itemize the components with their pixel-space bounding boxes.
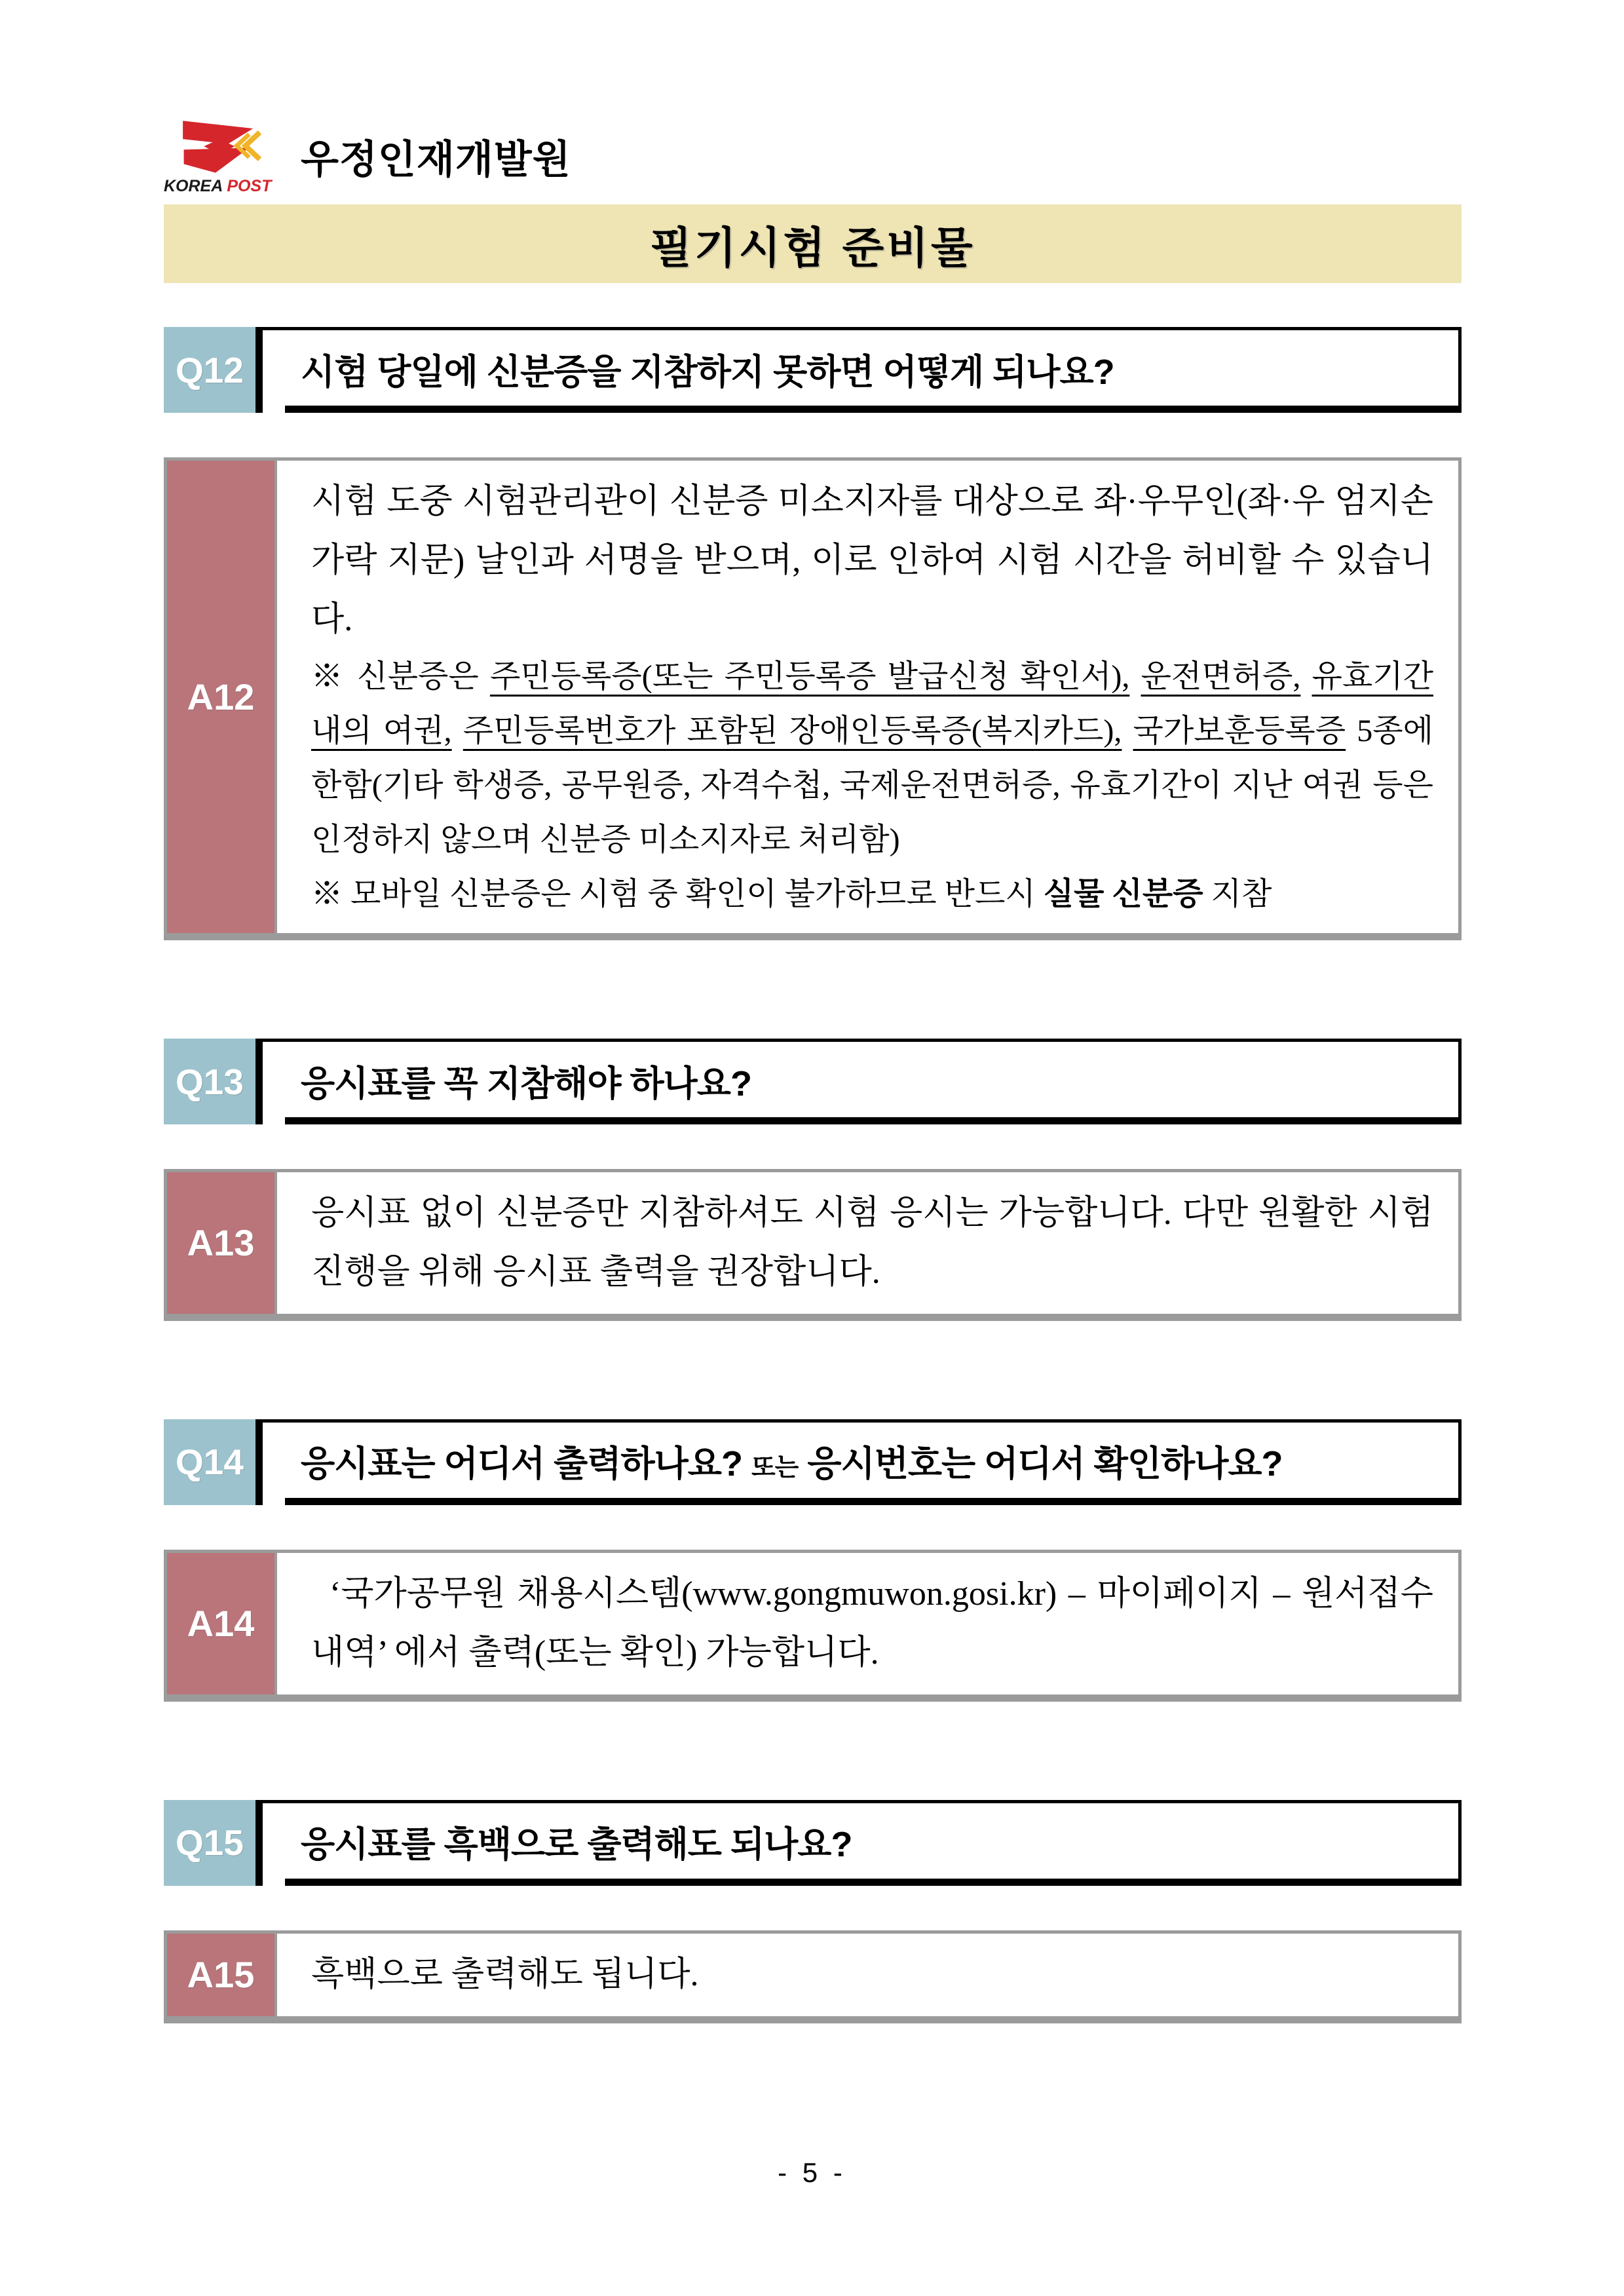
answer-text-segment — [452, 714, 463, 748]
answer-text-segment — [1300, 659, 1312, 694]
answer-paragraph — [311, 472, 1433, 649]
qa-list — [164, 327, 1462, 2023]
page-number: - 5 - — [778, 2157, 846, 2188]
answer-text-segment: 주민등록번호가 포함된 장애인등록증(복지카드), — [463, 713, 1122, 748]
question-row — [164, 1419, 1462, 1505]
korea-post-logo — [164, 118, 292, 196]
question-text-segment: 시험 당일에 신분증을 지참하지 못하면 어떻게 되나요? — [301, 352, 1114, 392]
question-text-box — [255, 1419, 1462, 1505]
header-logo-row — [164, 118, 1462, 198]
question-number-badge: Q14 — [164, 1419, 255, 1505]
question-text-box — [255, 1039, 1462, 1124]
answer-text-segment: ‘국가공무원 채용시스템(www.gongmuwon.gosi.kr) – 마이페이지 – 원서접수 내역’ 에서 출력(또는 확인) 가능합니다. — [311, 1575, 1433, 1672]
answer-text — [277, 1553, 1458, 1694]
korea-post-logo-icon — [164, 118, 282, 176]
question-text — [301, 1056, 751, 1106]
answer-paragraph — [311, 649, 1433, 867]
answer-text-segment: 주민등록증(또는 주민등록증 발급신청 확인서), — [489, 659, 1130, 694]
qa-block — [164, 1039, 1462, 1321]
page-title: 필기시험 준비물 — [164, 204, 1462, 283]
answer-text — [277, 1172, 1458, 1314]
answer-row — [164, 1169, 1462, 1321]
question-text-segment: 응시표를 꼭 지참해야 하나요? — [301, 1063, 751, 1103]
logo-brand-post: POST — [227, 177, 272, 195]
answer-row — [164, 1930, 1462, 2023]
answer-text — [277, 1934, 1458, 2016]
answer-number-badge: A12 — [167, 461, 277, 933]
question-row — [164, 1800, 1462, 1886]
qa-block — [164, 1800, 1462, 2023]
question-text-segment: 또는 — [751, 1454, 799, 1482]
answer-text-segment: 유효기간 내의 여권, — [311, 659, 1433, 748]
question-text — [301, 1816, 852, 1867]
answer-text-segment: 지참 — [1203, 876, 1272, 911]
question-text-box — [255, 1800, 1462, 1886]
answer-number-badge: A14 — [167, 1553, 277, 1694]
question-text-segment: 응시표는 어디서 출력하나요? — [301, 1444, 751, 1484]
answer-text-segment: 응시표 없이 신분증만 지참하셔도 시험 응시는 가능합니다. 다만 원활한 시험 진행을 위해 응시표 출력을 권장합니다. — [311, 1195, 1433, 1291]
organization-name: 우정인재개발원 — [301, 138, 571, 182]
question-text-segment: 응시표를 흑백으로 출력해도 되나요? — [301, 1825, 852, 1865]
answer-text-segment: 국가보훈등록증 — [1133, 713, 1346, 748]
logo-caption — [164, 177, 271, 196]
question-number-badge: Q13 — [164, 1039, 255, 1124]
qa-block — [164, 1419, 1462, 1702]
question-text-box — [255, 327, 1462, 413]
answer-text-segment — [1122, 714, 1133, 748]
question-row — [164, 1039, 1462, 1124]
answer-number-badge: A13 — [167, 1172, 277, 1314]
answer-text-segment: ※ 신분증은 — [311, 659, 490, 694]
answer-text-segment: 흑백으로 출력해도 됩니다. — [311, 1955, 699, 1993]
answer-paragraph — [311, 1565, 1433, 1683]
answer-text-segment: 5종에 한함(기타 학생증, 공무원증, 자격수첩, 국제운전면허증, 유효기간이 지난 여권 등은 인정하지 않으며 신분증 미소지자로 처리함) — [311, 713, 1433, 857]
qa-block — [164, 327, 1462, 940]
answer-text-segment: 시험 도중 시험관리관이 신분증 미소지자를 대상으로 좌·우무인(좌·우 엄지손가락 지문) 날인과 서명을 받으며, 이로 인하여 시험 시간을 허비할 수 있습니다. — [311, 483, 1433, 638]
answer-row — [164, 457, 1462, 940]
question-number-badge: Q12 — [164, 327, 255, 413]
answer-paragraph — [311, 867, 1433, 921]
answer-row — [164, 1550, 1462, 1702]
answer-text — [277, 461, 1458, 933]
question-text — [301, 1436, 1283, 1486]
answer-paragraph — [311, 1945, 1433, 2004]
question-text — [301, 344, 1114, 394]
answer-text-segment — [1129, 659, 1141, 694]
logo-brand-korea: KOREA — [164, 177, 223, 195]
answer-paragraph — [311, 1184, 1433, 1302]
answer-text-segment: 실물 신분증 — [1043, 876, 1203, 911]
answer-text-segment: ※ 모바일 신분증은 시험 중 확인이 불가하므로 반드시 — [311, 876, 1044, 911]
page-content — [164, 118, 1462, 2023]
question-row — [164, 327, 1462, 413]
answer-number-badge: A15 — [167, 1934, 277, 2016]
answer-text-segment: 운전면허증, — [1141, 659, 1301, 694]
question-text-segment: 응시번호는 어디서 확인하나요? — [798, 1444, 1283, 1484]
question-number-badge: Q15 — [164, 1800, 255, 1886]
